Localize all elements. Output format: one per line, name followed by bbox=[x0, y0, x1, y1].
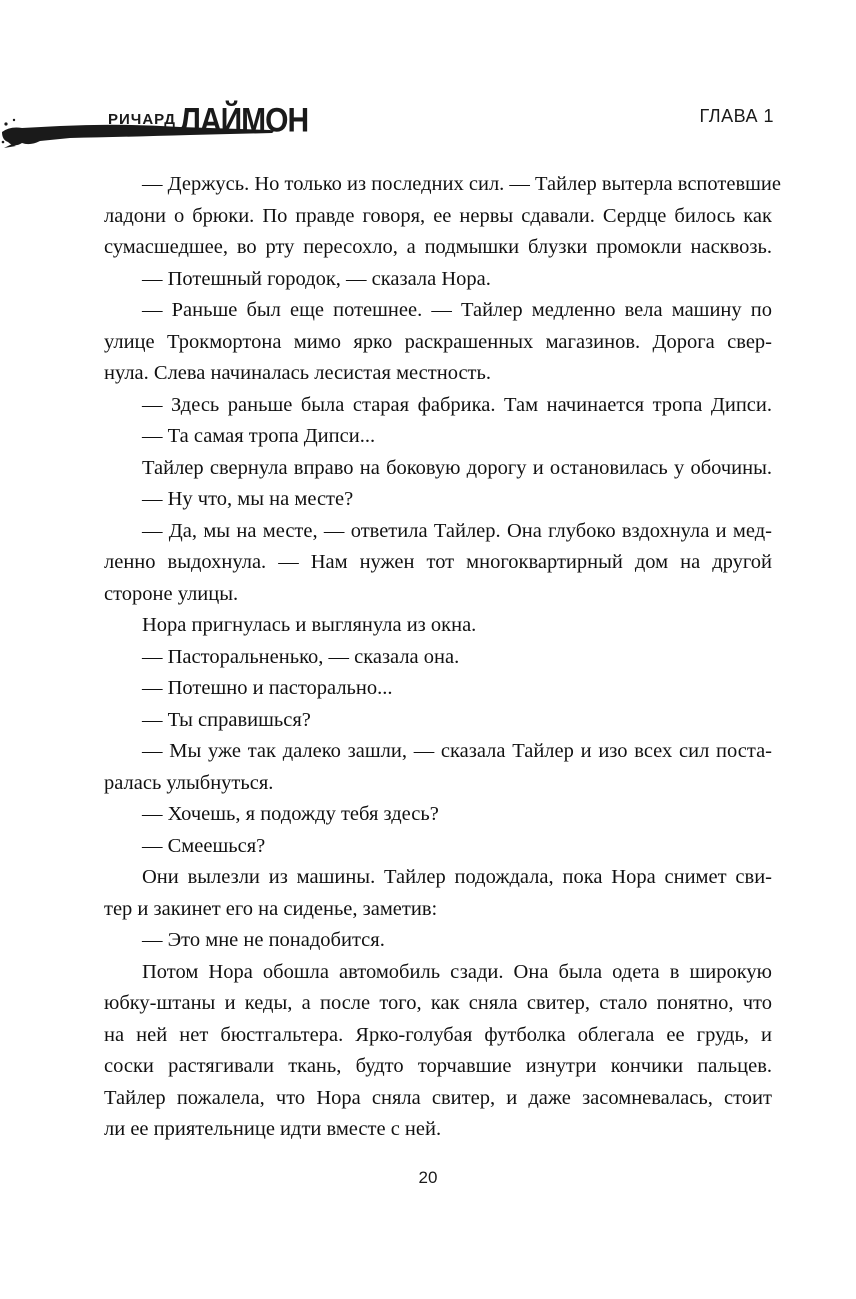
author-first-name: РИЧАРД bbox=[108, 111, 176, 128]
text-line: — Ну что, мы на месте? bbox=[142, 488, 354, 510]
text-line: тер и закинет его на сиденье, заметив: bbox=[104, 897, 438, 920]
text-line: ралась улыбнуться. bbox=[104, 771, 274, 794]
author-last-name: ЛАЙМОН bbox=[179, 101, 309, 140]
text-line: соски растягивали ткань, будто торчавшие изнутри кончики пальцев. bbox=[104, 1055, 772, 1077]
text-line: нула. Слева начиналась лесистая местность. bbox=[104, 362, 491, 384]
page-number: 20 bbox=[418, 1168, 438, 1187]
text-line: — Пасторальненько, — сказала она. bbox=[142, 645, 460, 668]
text-line: — Потешно и пасторально... bbox=[142, 677, 393, 699]
running-head bbox=[0, 96, 856, 156]
text-line: — Это мне не понадобится. bbox=[142, 929, 385, 951]
text-line: Они вылезли из машины. Тайлер подождала, пока Нора снимет сви- bbox=[142, 866, 772, 888]
text-line: на ней нет бюстгальтера. Ярко-голубая футболка облегала ее грудь, и bbox=[104, 1023, 772, 1046]
text-line: Потом Нора обошла автомобиль сзади. Она была одета в широкую bbox=[142, 960, 772, 983]
text-line: Нора пригнулась и выглянула из окна. bbox=[142, 614, 477, 636]
text-line: стороне улицы. bbox=[104, 582, 239, 605]
text-line: — Держусь. Но только из последних сил. — Тайлер вытерла вспотевшие bbox=[142, 173, 781, 195]
text-line: юбку-штаны и кеды, а после того, как сняла свитер, стало понятно, что bbox=[104, 992, 772, 1014]
text-line: улице Трокмортона мимо ярко раскрашенных магазинов. Дорога свер- bbox=[104, 330, 772, 353]
text-line: ленно выдохнула. — Нам нужен тот многоквартирный дом на другой bbox=[104, 551, 772, 573]
text-line: Тайлер пожалела, что Нора сняла свитер, и даже засомневалась, стоит bbox=[104, 1086, 772, 1109]
text-line: Тайлер свернула вправо на боковую дорогу и остановилась у обочины. bbox=[142, 456, 772, 479]
body-text bbox=[104, 169, 781, 1146]
text-line: — Хочешь, я подожду тебя здесь? bbox=[142, 803, 439, 825]
text-line: — Та самая тропа Дипси... bbox=[142, 425, 376, 447]
text-line: — Здесь раньше была старая фабрика. Там начинается тропа Дипси. bbox=[142, 393, 772, 416]
text-line: — Потешный городок, — сказала Нора. bbox=[142, 267, 491, 290]
text-line: — Раньше был еще потешнее. — Тайлер медленно вела машину по bbox=[142, 299, 772, 321]
author-name bbox=[108, 101, 309, 140]
text-line: сумасшедшее, во рту пересохло, а подмышки блузки промокли насквозь. bbox=[104, 236, 772, 258]
text-line: — Мы уже так далеко зашли, — сказала Тайлер и изо всех сил поста- bbox=[142, 740, 772, 762]
text-line: — Да, мы на месте, — ответила Тайлер. Она глубоко вздохнула и мед- bbox=[142, 519, 772, 542]
text-line: — Смеешься? bbox=[142, 834, 266, 857]
text-line: ладони о брюки. По правде говоря, ее нервы сдавали. Сердце билось как bbox=[104, 204, 772, 227]
text-line: ли ее приятельнице идти вместе с ней. bbox=[104, 1118, 442, 1140]
text-line: — Ты справишься? bbox=[142, 708, 311, 731]
chapter-heading: ГЛАВА 1 bbox=[699, 106, 774, 126]
